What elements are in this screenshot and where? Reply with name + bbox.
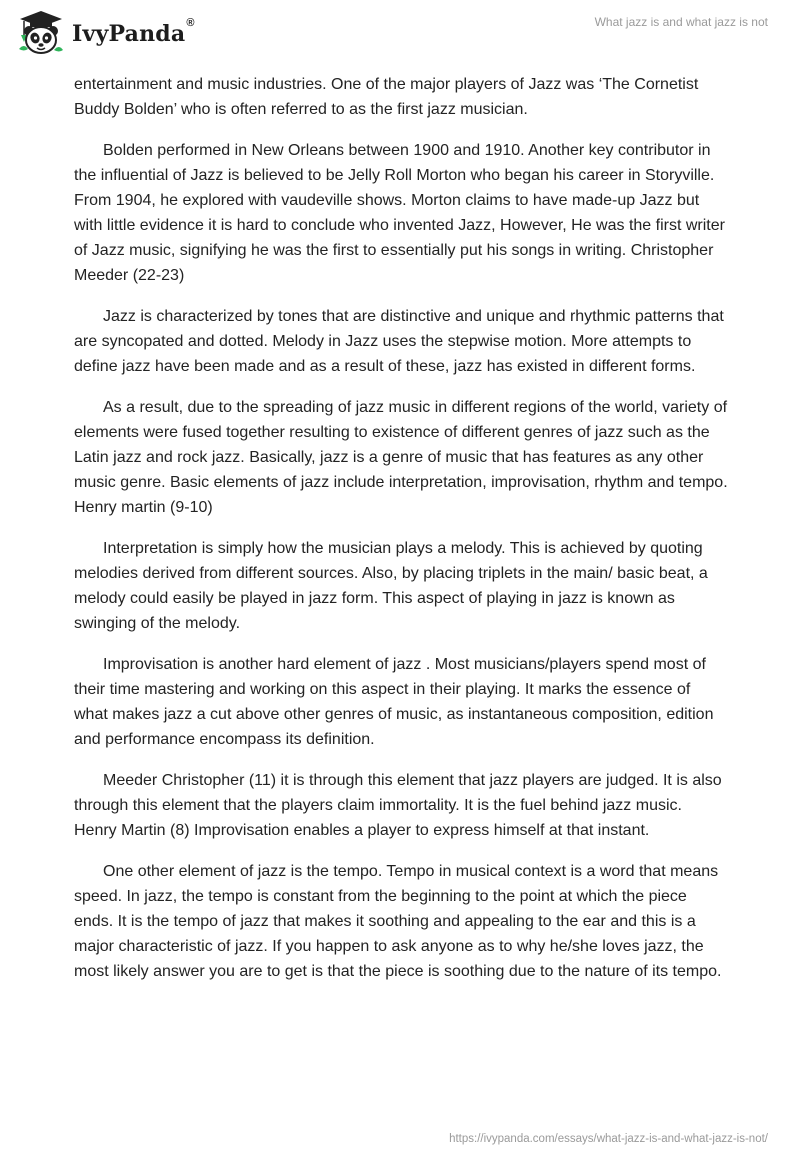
paragraph: Meeder Christopher (11) it is through this element that jazz players are judged. It is also through this element that the players claim immortality. It is the fuel behind jazz music. Henry Martin (8) Improvisation enables a player to express himself at that instant. [74,772,722,839]
paragraph: One other element of jazz is the tempo. Tempo in musical context is a word that means speed. In jazz, the tempo is constant from the beginning to the point at which the piece ends. It is the tempo of jazz that makes it soothing and appealing to the ear and this is a major characteristic of jazz. If you happen to ask anyone as to why he/she loves jazz, the most likely answer you are to get is that the piece is soothing due to the nature of its tempo. [74,863,722,980]
registered-mark: ® [186,17,195,29]
ivypanda-logo[interactable] [16,8,195,56]
document-title: What jazz is and what jazz is not [594,15,768,29]
page-header [0,0,800,62]
paragraph: Jazz is characterized by tones that are distinctive and unique and rhythmic patterns that are syncopated and dotted. Melody in Jazz uses the stepwise motion. More attempts to define jazz have been made and as a result of these, jazz has existed in different forms. [74,308,724,375]
paragraph: As a result, due to the spreading of jazz music in different regions of the world, variety of elements were fused together resulting to existence of different genres of jazz such as the Latin jazz and rock jazz. Basically, jazz is a genre of music that has features as any other music genre. Basic elements of jazz include interpretation, improvisation, rhythm and tempo. Henry martin (9-10) [74,399,728,516]
essay-body [74,72,728,1000]
paragraph: Bolden performed in New Orleans between 1900 and 1910. Another key contributor in the influential of Jazz is believed to be Jelly Roll Morton who began his career in Storyville. From 1904, he explored with vaudeville shows. Morton claims to have made-up Jazz but with little evidence it is hard to conclude who invented Jazz, However, He was the first writer of Jazz music, signifying he was the first to essentially put his songs in writing. Christopher Meeder (22-23) [74,142,725,284]
paragraph-continued: entertainment and music industries. One of the major players of Jazz was ‘The Cornetist Buddy Bolden’ who is often referred to as the first jazz musician. [74,76,699,118]
paragraph: Improvisation is another hard element of jazz . Most musicians/players spend most of their time mastering and working on this aspect in their playing. It marks the essence of what makes jazz a cut above other genres of music, as instantaneous composition, edition and performance encompass its definition. [74,656,714,748]
source-url[interactable]: https://ivypanda.com/essays/what-jazz-is-and-what-jazz-is-not/ [449,1133,768,1145]
panda-graduate-icon [16,9,66,55]
brand-name: IvyPanda® [72,17,195,47]
paragraph: Interpretation is simply how the musician plays a melody. This is achieved by quoting melodies derived from different sources. Also, by placing triplets in the main/ basic beat, a melody could easily be played in jazz form. This aspect of playing in jazz is known as swinging of the melody. [74,540,708,632]
